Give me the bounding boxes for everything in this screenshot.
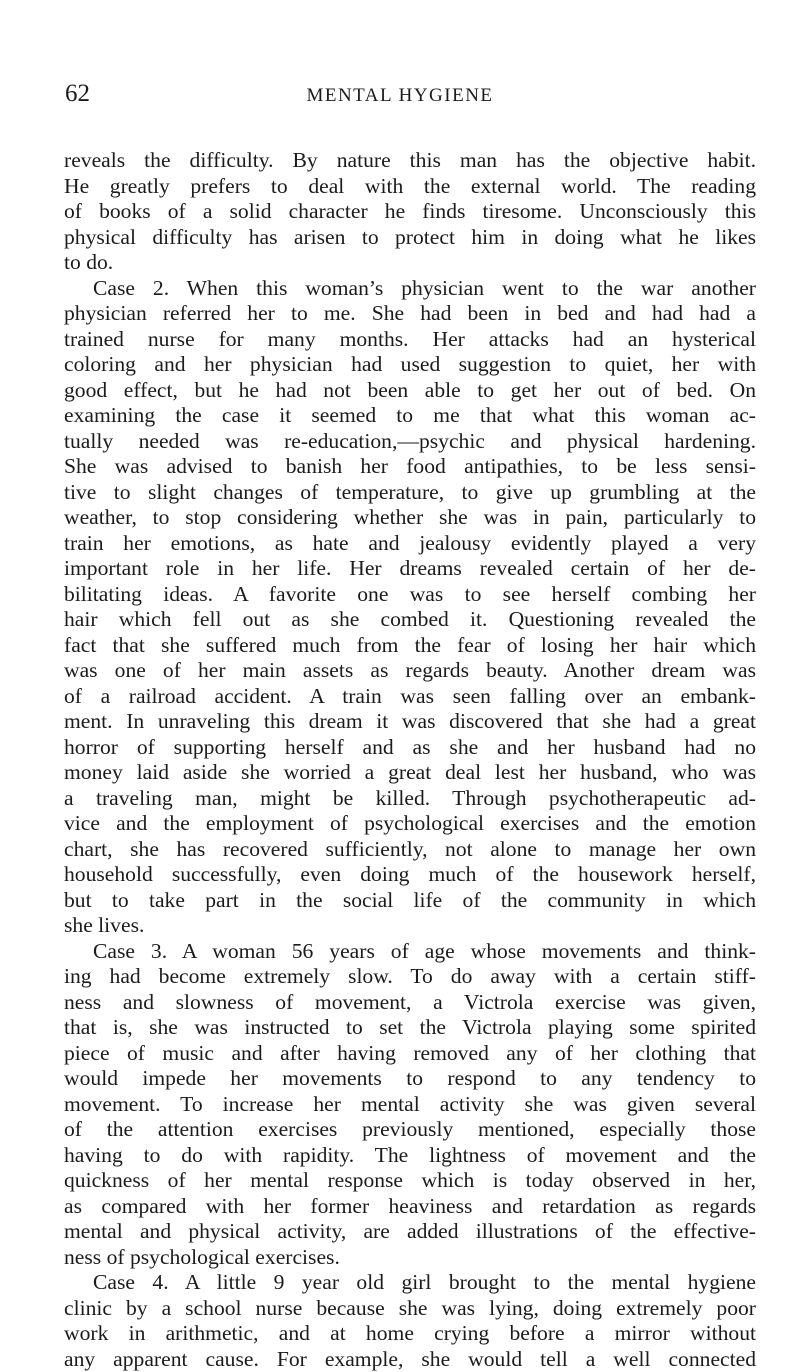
text-line: to do. [64,250,756,276]
text-line: of the attention exercises previously mentioned, especially those [64,1117,756,1143]
text-line: Case 2. When this woman’s physician went to the war another [64,276,756,302]
text-line: a traveling man, might be killed. Through psychotherapeutic ad- [64,786,756,812]
text-line: She was advised to banish her food antipathies, to be less sensi- [64,454,756,480]
text-line: chart, she has recovered sufficiently, not alone to manage her own [64,837,756,863]
text-line: He greatly prefers to deal with the external world. The reading [64,174,756,200]
text-line: trained nurse for many months. Her attacks had an hysterical [64,327,756,353]
text-line: examining the case it seemed to me that what this woman ac- [64,403,756,429]
text-line: bilitating ideas. A favorite one was to see herself combing her [64,582,756,608]
text-line: train her emotions, as hate and jealousy evidently played a very [64,531,756,557]
text-line: having to do with rapidity. The lightness of movement and the [64,1143,756,1169]
text-line: Case 4. A little 9 year old girl brought to the mental hygiene [64,1270,756,1296]
body-text [64,148,756,1372]
text-line: she lives. [64,913,756,939]
text-line: would impede her movements to respond to any tendency to [64,1066,756,1092]
text-line: ness of psychological exercises. [64,1245,756,1271]
text-line: as compared with her former heaviness and retardation as regards [64,1194,756,1220]
text-line: but to take part in the social life of the community in which [64,888,756,914]
text-line: money laid aside she worried a great deal lest her husband, who was [64,760,756,786]
text-line: of books of a solid character he finds tiresome. Unconsciously this [64,199,756,225]
text-line: physician referred her to me. She had been in bed and had had a [64,301,756,327]
text-line: coloring and her physician had used suggestion to quiet, her with [64,352,756,378]
text-line: quickness of her mental response which is today observed in her, [64,1168,756,1194]
text-line: household successfully, even doing much of the housework herself, [64,862,756,888]
text-line: movement. To increase her mental activity she was given several [64,1092,756,1118]
text-line: of a railroad accident. A train was seen falling over an embank- [64,684,756,710]
text-line: clinic by a school nurse because she was lying, doing extremely poor [64,1296,756,1322]
text-line: tive to slight changes of temperature, to give up grumbling at the [64,480,756,506]
text-line: that is, she was instructed to set the Victrola playing some spirited [64,1015,756,1041]
text-line: reveals the difficulty. By nature this man has the objective habit. [64,148,756,174]
running-head: MENTAL HYGIENE [0,84,800,108]
text-line: ment. In unraveling this dream it was discovered that she had a great [64,709,756,735]
text-line: any apparent cause. For example, she would tell a well connected [64,1347,756,1372]
text-line: physical difficulty has arisen to protect him in doing what he likes [64,225,756,251]
text-line: ness and slowness of movement, a Victrola exercise was given, [64,990,756,1016]
text-line: mental and physical activity, are added illustrations of the effective- [64,1219,756,1245]
text-line: was one of her main assets as regards beauty. Another dream was [64,658,756,684]
text-line: important role in her life. Her dreams revealed certain of her de- [64,556,756,582]
text-line: ing had become extremely slow. To do away with a certain stiff- [64,964,756,990]
text-line: fact that she suffered much from the fear of losing her hair which [64,633,756,659]
text-line: good effect, but he had not been able to get her out of bed. On [64,378,756,404]
text-line: hair which fell out as she combed it. Questioning revealed the [64,607,756,633]
text-line: work in arithmetic, and at home crying before a mirror without [64,1321,756,1347]
text-line: tually needed was re-education,—psychic and physical hardening. [64,429,756,455]
text-line: piece of music and after having removed any of her clothing that [64,1041,756,1067]
text-line: vice and the employment of psychological exercises and the emotion [64,811,756,837]
text-line: weather, to stop considering whether she was in pain, particularly to [64,505,756,531]
page-number: 62 [65,79,90,109]
text-line: Case 3. A woman 56 years of age whose movements and think- [64,939,756,965]
text-line: horror of supporting herself and as she and her husband had no [64,735,756,761]
